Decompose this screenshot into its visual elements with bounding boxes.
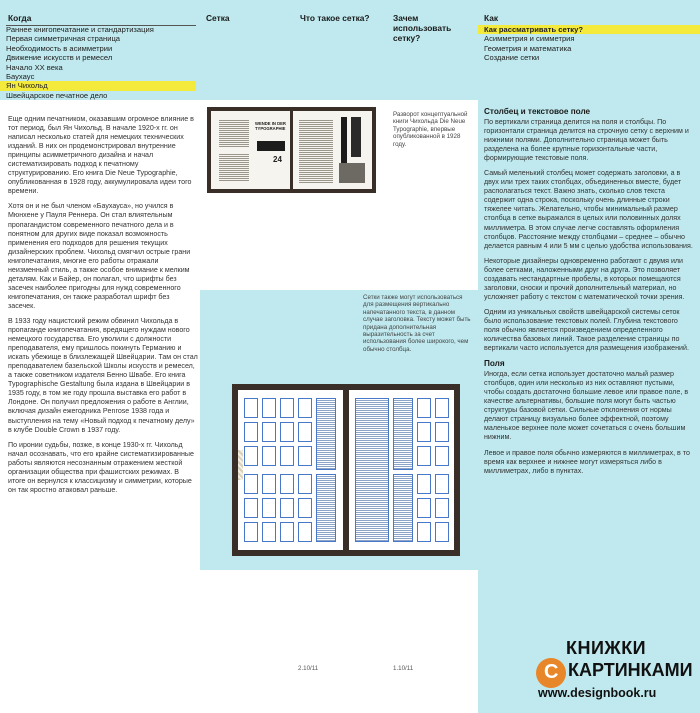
- grid-spread-right-page: [349, 390, 454, 550]
- grid-cell: [244, 446, 258, 466]
- page-number-left: 2.10/11: [298, 665, 319, 672]
- right-paragraph: Одним из уникальных свойств швейцарской системы сеток было использование текстовых полей. Глубина текстового поля обычно является произведением определенного количества базовых линий. Такое разделение страницы по вертикали часто используется для размещения изображений.: [484, 307, 689, 353]
- nav-arts-crafts[interactable]: Движение искусств и ремесел: [6, 53, 113, 63]
- grid-cell: [298, 474, 312, 494]
- grid-cell: [298, 422, 312, 442]
- nav-bauhaus[interactable]: Баухауc: [6, 71, 35, 81]
- book-photo-vertical-bar: [341, 117, 347, 163]
- how-nav: [478, 25, 700, 63]
- grid-cell: [417, 398, 431, 418]
- left-paragraph: В 1933 году нацистский режим обвинил Чихольда в пропаганде книгопечатания, вредящего нуждам нового немецкого государства. Его уволили с должности преподавателя, ему пришлось покинуть Германию и искать убежище в близлежащей Швейцарии. Там он стал преподавателем базельской Школы искусств и ремесел, а также советником издателя Бенно Швабе. Его книга Typographische Gestaltung была издана в Швейцарии в 1935 году, в том же году прошла выставка его работ в Лондоне. Он получил предложения о работе в Англии, включая дизайн ежегодника Penrose 1938 года и выступления на тему «Новый подход к печатному делу» в клубе Double Crown в 1937 году.: [8, 316, 198, 434]
- nav-creating-grid[interactable]: Создание сетки: [484, 53, 540, 63]
- grid-cell-text: [316, 474, 336, 542]
- caption-mid: Сетки также могут использоваться для размещения вертикально напечатанного текста, в данном случае заголовка. Тексту может быть придана дополнительная выразительность за счет использования более широкого, чем обычно столбца.: [363, 294, 471, 353]
- grid-cell: [262, 422, 276, 442]
- page-number-right: 1.10/11: [393, 665, 414, 672]
- watermark-line2: КАРТИНКАМИ: [568, 660, 693, 680]
- grid-cell: [435, 422, 449, 442]
- grid-cell-text: [393, 398, 413, 470]
- grid-cell: [417, 446, 431, 466]
- grid-cell-text: [316, 398, 336, 470]
- grid-cell: [298, 398, 312, 418]
- grid-cell: [435, 398, 449, 418]
- nav-tschichold[interactable]: Ян Чихольд: [0, 81, 196, 90]
- nav-geometry-math[interactable]: Геометрия и математика: [484, 43, 572, 53]
- section-heading-margins: Поля: [484, 359, 505, 369]
- when-nav: [0, 25, 196, 100]
- grid-cell: [298, 522, 312, 542]
- nav-swiss-printing[interactable]: Швейцарское печатное дело: [6, 90, 108, 100]
- nav-asym-sym[interactable]: Асимметрия и симметрия: [484, 34, 575, 44]
- book-photo-title: WENDE IN DER TYPOGRAPHIE: [255, 121, 286, 131]
- book-photo-vertical-bar: [351, 117, 361, 157]
- book-photo-text-block: [219, 119, 249, 147]
- watermark-url[interactable]: www.designbook.ru: [538, 686, 657, 700]
- section-heading-columns: Столбец и текстовое поле: [484, 107, 591, 116]
- book-photo: [207, 107, 376, 193]
- nav-first-symmetric-page[interactable]: Первая симметричная страница: [6, 34, 121, 44]
- nav-how-consider-grid[interactable]: Как рассматривать сетку?: [478, 25, 700, 34]
- left-paragraph: Еще одним печатником, оказавшим огромное влияние в тот период, был Ян Чихольд. В начале 1920-х гг. он написал несколько статей для немецких технических изданий. В них он продемонстрировал внутренние принципы асимметричного дизайна и начал систематизировать подход к печатному структурированию. Его книга Die Neue Typographie, опубликованная в 1928 году, аккумулировала идеи того времени.: [8, 115, 194, 196]
- grid-cell: [280, 498, 294, 518]
- grid-cell: [280, 446, 294, 466]
- grid-cell: [244, 422, 258, 442]
- grid-cell: [262, 446, 276, 466]
- grid-cell: [298, 498, 312, 518]
- book-photo-left-page: [211, 111, 290, 189]
- left-paragraph: Хотя он и не был членом «Баухауса», но учился в Мюнхене у Пауля Реннера. Он стал влиятельным пропагандистом современного печатного дела и в понятном для других виде показал возможность применения его подходов для решения текущих дизайнерских проблем. Чихольд смягчил острые грани книгопечатания, многие его работы отражали неизменный стиль, а также особое внимание к мелким деталям. Как и Байер, он полагал, что шрифты без засечек наиболее пригодны для нужд современного книгопечатания, он также разработал шрифт без засечек.: [8, 202, 191, 310]
- header-what: Что такое сетка?: [300, 13, 370, 23]
- grid-cell: [280, 474, 294, 494]
- watermark-letter: С: [544, 661, 559, 683]
- nav-need-asymmetry[interactable]: Необходимость в асимметрии: [6, 43, 113, 53]
- grid-cell: [435, 474, 449, 494]
- grid-cell: [262, 498, 276, 518]
- left-paragraph: По иронии судьбы, позже, в конце 1930-х гг. Чихольд начал осознавать, что его крайне систематизированные работы являются несознанным отражением жесткой организации общества при фашистских режимах. В итоге он вернулся к классицизму и симметрии, которые он так яростно атаковал раньше.: [8, 440, 194, 494]
- left-text-column: [8, 115, 198, 501]
- grid-cell: [280, 422, 294, 442]
- right-paragraph: По вертикали страница делится на поля и столбцы. По горизонтали страница делится на строчную сетку с верхним и нижними полями. Дополнительно страница может быть разделена на более крупные горизонтальные части, формирующие текстовые поля.: [484, 118, 689, 163]
- grid-cell: [244, 498, 258, 518]
- grid-cell-text: [393, 474, 413, 542]
- grid-cell-text: [355, 398, 389, 542]
- right-paragraph: Некоторые дизайнеры одновременно работают с двумя или более сетками, наложенными друг на друга. Это позволяет создавать нестандартные пробелы, в которых помещаются заголовки, сноски и прочий дополнительный материал, но усложняет работу с текстом с математической точки зрения.: [484, 256, 685, 301]
- caption-top: Разворот концептуальной книги Чихольда Die Neue Typographie, впервые опубликованной в 1928 году.: [393, 111, 468, 148]
- watermark-line1: КНИЖКИ: [566, 638, 647, 658]
- nav-20th-century[interactable]: Начало XX века: [6, 62, 63, 72]
- grid-cell: [417, 498, 431, 518]
- grid-cell: [280, 522, 294, 542]
- right-text-column: [484, 107, 694, 482]
- book-photo-right-page: [293, 111, 372, 189]
- right-paragraph: Левое и правое поля обычно измеряются в миллиметрах, в то время как верхнее и нижнее могут измеряться либо в миллиметрах, либо в пунктах.: [484, 448, 690, 475]
- grid-cell: [417, 422, 431, 442]
- grid-cell: [417, 522, 431, 542]
- book-photo-black-bar: [257, 141, 285, 151]
- header-how: Как: [484, 13, 499, 23]
- header-when: Когда: [8, 13, 32, 23]
- grid-cell: [298, 446, 312, 466]
- grid-cell: [435, 522, 449, 542]
- book-photo-text-block: [299, 119, 333, 183]
- watermark-logo: [518, 636, 700, 713]
- grid-cell: [417, 474, 431, 494]
- header-grid: Сетка: [206, 13, 230, 23]
- grid-spread: [232, 384, 460, 556]
- grid-cell: [244, 522, 258, 542]
- grid-cell: [435, 498, 449, 518]
- right-paragraph: Иногда, если сетка использует достаточно малый размер столбцов, один или несколько из них оставляют пустыми, чтобы создать достаточно большие левое или правое поле, в качестве альтернативы, большие поля могут быть частью структуры базовой сетки. Сильные отклонения от нормы делают страницу визуально более эффектной, поэтому маленькое верхнее поле может сочетаться с очень большим нижним.: [484, 370, 689, 442]
- grid-cell: [262, 522, 276, 542]
- book-photo-photo-block: [339, 163, 365, 183]
- grid-hatch: [238, 450, 243, 480]
- header-why: Зачем использовать сетку?: [393, 13, 452, 43]
- book-photo-number: 24: [273, 155, 282, 164]
- grid-cell: [244, 398, 258, 418]
- grid-cell: [244, 474, 258, 494]
- nav-early-printing[interactable]: Раннее книгопечатание и стандартизация: [6, 25, 154, 34]
- grid-cell: [262, 474, 276, 494]
- right-paragraph: Самый меленький столбец может содержать заголовки, а в двух или трех таких столбцах, объединенных вместе, будет располагаться текст. Важно знать, сколько слов текста содержит одна строка, поскольку очень длинные строки тяжелее читать. Желательно, чтобы минимальный размер столбца в сетке выражался в целых или половинных долях миллиметра. В этом случае легче составлять оформления столбцов. Расстояние между столбцами – среднее – обычно делается равным 4 или 5 мм с целью удобства использования.: [484, 169, 693, 250]
- grid-cell: [435, 446, 449, 466]
- grid-cell: [262, 398, 276, 418]
- grid-cell: [280, 398, 294, 418]
- book-photo-text-block: [219, 153, 249, 181]
- grid-spread-left-page: [238, 390, 343, 550]
